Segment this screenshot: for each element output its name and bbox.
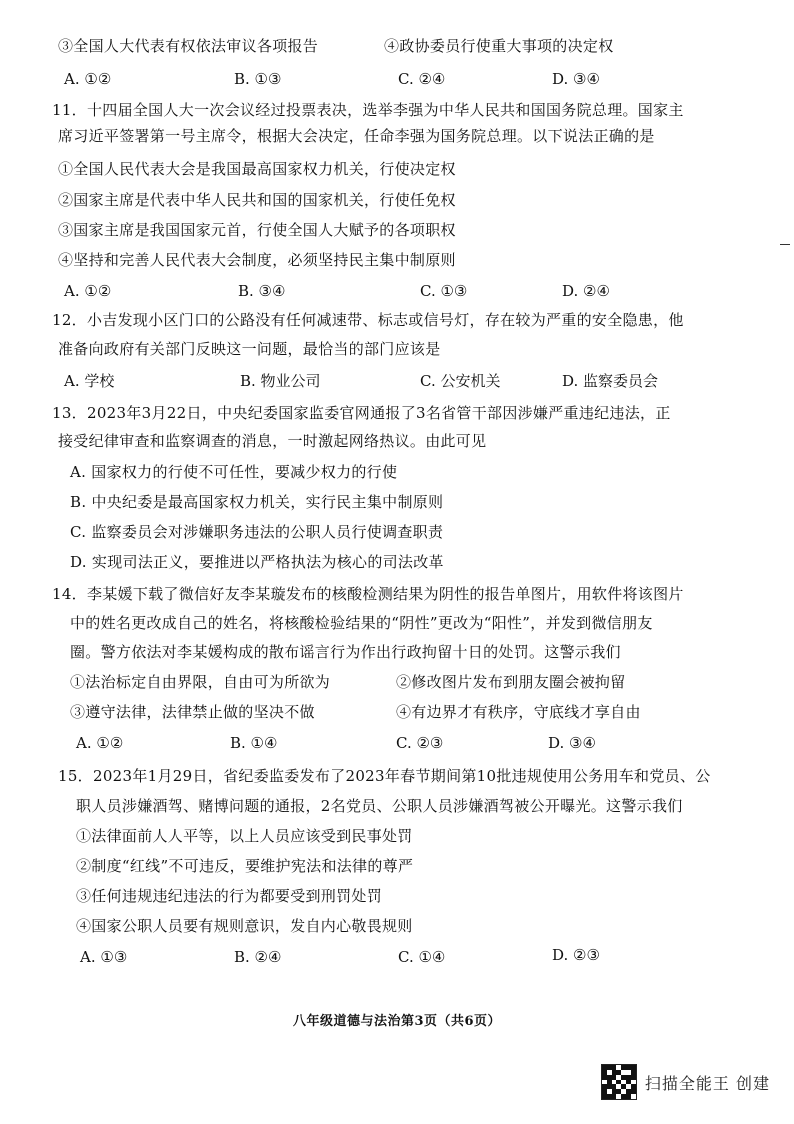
q11-option-b: B. ③④	[238, 282, 286, 300]
q11-option-a: A. ①②	[64, 282, 112, 300]
q14-stem-line-1: 14．李某媛下载了微信好友李某璇发布的核酸检测结果为阴性的报告单图片，用软件将该图片	[52, 585, 684, 603]
q11-stem-line-2: 席习近平签署第一号主席令，根据大会决定，任命李强为国务院总理。以下说法正确的是	[58, 127, 655, 145]
q12-stem-line-2: 准备向政府有关部门反映这一问题，最恰当的部门应该是	[58, 340, 441, 358]
q14-item-1: ①法治标定自由界限，自由可为所欲为	[70, 673, 331, 691]
top-option-c: C. ②④	[398, 70, 446, 88]
top-option-a: A. ①②	[64, 70, 112, 88]
q11-stem-line-1: 11．十四届全国人大一次会议经过投票表决，选举李强为中华人民共和国国务院总理。国家主	[52, 101, 684, 119]
q11-item-1: ①全国人民代表大会是我国最高国家权力机关，行使决定权	[58, 160, 456, 178]
top-item-4: ④政协委员行使重大事项的决定权	[384, 37, 614, 55]
q13-stem-line-1: 13．2023年3月22日，中央纪委国家监委官网通报了3名省管干部因涉嫌严重违纪违法，正	[52, 404, 671, 422]
q15-stem-line-2: 职人员涉嫌酒驾、赌博问题的通报，2名党员、公职人员涉嫌酒驾被公开曝光。这警示我们	[76, 797, 683, 815]
page-footer: 八年级道德与法治第3页（共6页）	[292, 1014, 502, 1029]
q14-option-c: C. ②③	[396, 734, 444, 752]
q15-option-c: C. ①④	[398, 948, 446, 966]
scanner-watermark	[601, 1064, 770, 1100]
q13-option-b: B. 中央纪委是最高国家权力机关，实行民主集中制原则	[70, 493, 444, 511]
q14-item-2: ②修改图片发布到朋友圈会被拘留	[396, 673, 626, 691]
q15-item-2: ②制度“红线”不可违反，要维护宪法和法律的尊严	[76, 857, 414, 875]
q14-stem-line-3: 圈。警方依法对李某媛构成的散布谣言行为作出行政拘留十日的处罚。这警示我们	[70, 643, 621, 661]
q15-option-a: A. ①③	[80, 948, 128, 966]
q11-item-3: ③国家主席是我国国家元首，行使全国人大赋予的各项职权	[58, 221, 456, 239]
top-option-b: B. ①③	[234, 70, 282, 88]
q15-option-d: D. ②③	[552, 946, 600, 964]
q15-item-4: ④国家公职人员要有规则意识，发自内心敬畏规则	[76, 917, 413, 935]
q12-stem-line-1: 12．小吉发现小区门口的公路没有任何减速带、标志或信号灯，存在较为严重的安全隐患，他	[52, 311, 684, 329]
q14-option-b: B. ①④	[230, 734, 278, 752]
q13-option-a: A. 国家权力的行使不可任性，要减少权力的行使	[70, 463, 398, 481]
q13-option-d: D. 实现司法正义，要推进以严格执法为核心的司法改革	[70, 553, 444, 571]
q15-option-b: B. ②④	[234, 948, 282, 966]
q14-stem-line-2: 中的姓名更改成自己的姓名，将核酸检验结果的“阴性”更改为“阳性”，并发到微信朋友	[70, 614, 653, 632]
watermark-text: 扫描全能王 创建	[644, 1073, 770, 1093]
q14-item-3: ③遵守法律，法律禁止做的坚决不做	[70, 703, 315, 721]
q11-item-4: ④坚持和完善人民代表大会制度，必须坚持民主集中制原则	[58, 251, 456, 269]
q11-item-2: ②国家主席是代表中华人民共和国的国家机关，行使任免权	[58, 191, 456, 209]
q14-item-4: ④有边界才有秩序，守底线才享自由	[396, 703, 641, 721]
q14-option-d: D. ③④	[548, 734, 596, 752]
q11-option-c: C. ①③	[420, 282, 468, 300]
edge-mark	[780, 244, 790, 245]
q12-option-b: B. 物业公司	[240, 372, 321, 390]
q14-option-a: A. ①②	[76, 734, 124, 752]
q13-option-c: C. 监察委员会对涉嫌职务违法的公职人员行使调查职责	[70, 523, 444, 541]
q11-option-d: D. ②④	[562, 282, 610, 300]
top-option-d: D. ③④	[552, 70, 600, 88]
top-item-3: ③全国人大代表有权依法审议各项报告	[58, 37, 319, 55]
q15-stem-line-1: 15．2023年1月29日，省纪委监委发布了2023年春节期间第10批违规使用公务用车和党员、公	[58, 767, 711, 785]
q12-option-c: C. 公安机关	[420, 372, 501, 390]
q15-item-1: ①法律面前人人平等，以上人员应该受到民事处罚	[76, 827, 413, 845]
q13-stem-line-2: 接受纪律审查和监察调查的消息，一时激起网络热议。由此可见	[58, 432, 487, 450]
q12-option-a: A. 学校	[64, 372, 115, 390]
q15-item-3: ③任何违规违纪违法的行为都要受到刑罚处罚	[76, 887, 383, 905]
qr-code-icon	[601, 1064, 637, 1100]
q12-option-d: D. 监察委员会	[562, 372, 659, 390]
